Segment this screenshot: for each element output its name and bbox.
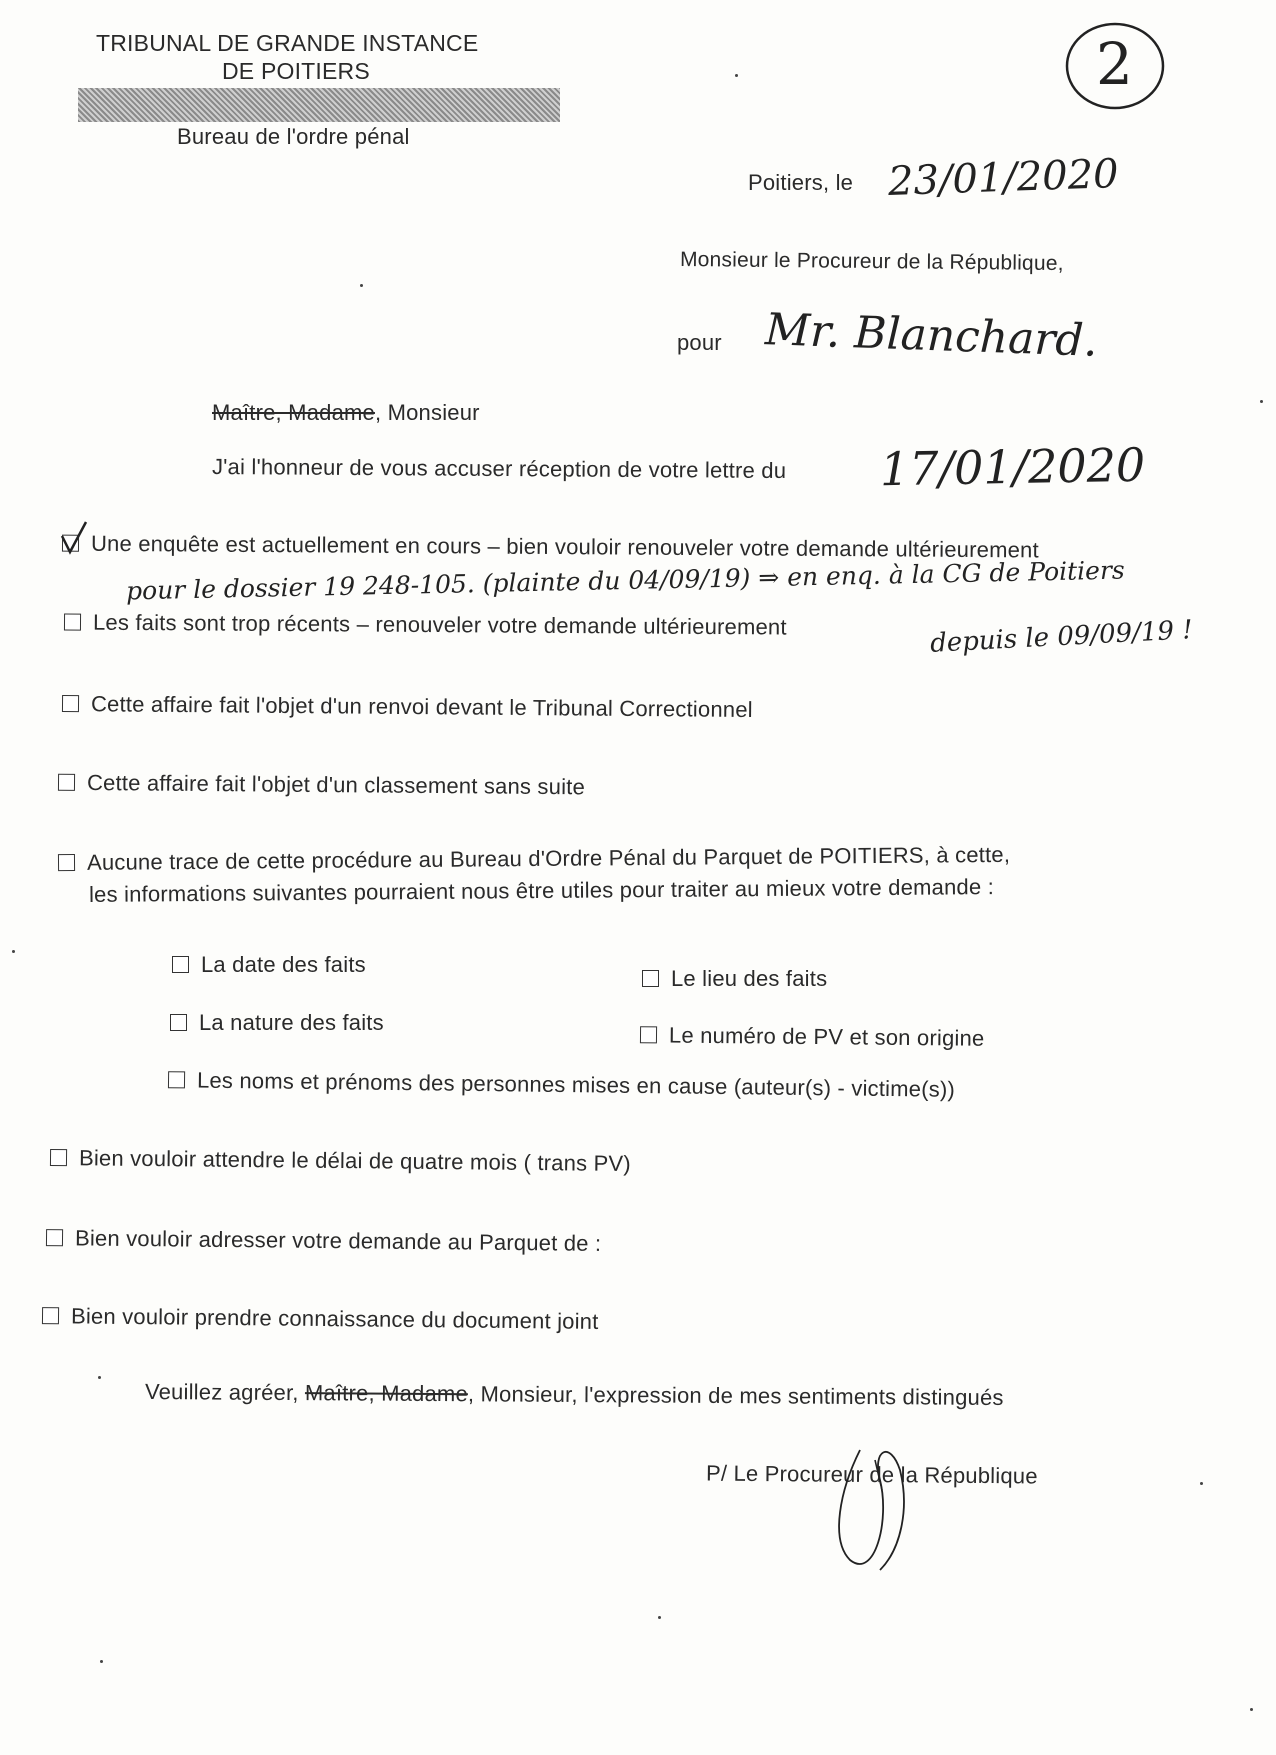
option-wait-four-months[interactable] <box>50 1145 631 1177</box>
option-attached-document[interactable] <box>42 1303 599 1335</box>
check-mark-icon <box>58 518 92 558</box>
option-investigation-ongoing[interactable] <box>62 531 1039 564</box>
handwritten-signature <box>820 1430 930 1580</box>
option-label: Cette affaire fait l'objet d'un classement sans suite <box>86 769 586 800</box>
court-name-line2: DE POITIERS <box>222 58 370 84</box>
checkbox[interactable] <box>58 773 75 790</box>
closing-struck: Maître, Madame <box>304 1380 469 1407</box>
option-label: Une enquête est actuellement en cours – bien vouloir renouveler votre demande ultérieurement <box>90 530 1039 563</box>
sub-option-label: La date des faits <box>201 952 366 977</box>
dateline-date: 23/01/2020 <box>887 150 1120 206</box>
dateline-prefix: Poitiers, le <box>748 170 854 195</box>
scan-speck <box>100 1660 103 1663</box>
option-case-dismissed[interactable] <box>58 770 585 801</box>
sub-option-label: Le lieu des faits <box>671 966 828 991</box>
checkbox[interactable] <box>640 1026 657 1043</box>
scan-speck <box>1200 1482 1203 1485</box>
salutation <box>212 400 480 426</box>
checkbox[interactable] <box>62 695 79 712</box>
checkbox[interactable] <box>170 1014 187 1031</box>
checkbox[interactable] <box>58 854 75 871</box>
sub-option-nature[interactable] <box>170 1010 384 1036</box>
recipient-name: Mr. Blanchard. <box>764 304 1099 367</box>
header-hatch-bar <box>78 88 560 122</box>
closing-line <box>145 1379 1004 1411</box>
sub-option-date[interactable] <box>172 952 366 978</box>
option-address-parquet[interactable] <box>46 1225 602 1257</box>
option-label: Bien vouloir attendre le délai de quatre mois ( trans PV) <box>78 1145 632 1177</box>
scan-speck <box>658 1616 661 1619</box>
sub-option-label: Le numéro de PV et son origine <box>668 1022 985 1051</box>
scan-speck <box>12 950 15 953</box>
checkbox[interactable] <box>642 970 659 987</box>
option-label: Les faits sont trop récents – renouveler votre demande ultérieurement <box>92 609 787 640</box>
scan-speck <box>360 284 363 287</box>
option-label: Bien vouloir prendre connaissance du document joint <box>70 1303 599 1334</box>
salutation-struck: Maître, Madame <box>212 400 375 425</box>
checkbox[interactable] <box>172 956 189 973</box>
scan-speck <box>735 74 738 77</box>
handwritten-note-line1: pour le dossier 19 248-105. (plainte du 04/09/19) ⇒ en enq. à la CG de Poitiers <box>125 555 1125 606</box>
court-name-line1: TRIBUNAL DE GRANDE INSTANCE <box>96 30 479 56</box>
scan-speck <box>1250 1708 1253 1711</box>
option-no-trace-line2: les informations suivantes pourraient nous être utiles pour traiter au mieux votre demande : <box>88 874 995 907</box>
closing-start: Veuillez agréer, <box>144 1379 306 1406</box>
option-referral-tribunal[interactable] <box>62 691 753 723</box>
option-label: Cette affaire fait l'objet d'un renvoi devant le Tribunal Correctionnel <box>90 691 753 723</box>
checkbox[interactable] <box>46 1229 63 1246</box>
office-name: Bureau de l'ordre pénal <box>177 124 410 149</box>
sub-option-place[interactable] <box>642 966 827 992</box>
option-label: Aucune trace de cette procédure au Bureau d'Ordre Pénal du Parquet de POITIERS, à cette, <box>86 841 1011 875</box>
sub-option-names[interactable] <box>168 1067 955 1103</box>
sub-option-pv-number[interactable] <box>640 1022 985 1052</box>
sub-option-label: Les noms et prénoms des personnes mises en cause (auteur(s) - victime(s)) <box>196 1067 956 1102</box>
scan-speck <box>98 1376 101 1379</box>
salutation-rest: , Monsieur <box>374 400 480 425</box>
acknowledgement-date: 17/01/2020 <box>879 437 1146 497</box>
option-facts-too-recent[interactable] <box>64 609 787 640</box>
checkbox[interactable] <box>50 1149 67 1166</box>
sender-line: Monsieur le Procureur de la République, <box>679 247 1064 276</box>
option-label: Bien vouloir adresser votre demande au Parquet de : <box>74 1225 602 1256</box>
checkbox[interactable] <box>64 613 81 630</box>
checkbox[interactable] <box>42 1307 59 1324</box>
page-number-mark: 2 <box>1096 30 1133 98</box>
scan-speck <box>1260 400 1263 403</box>
sub-option-label: La nature des faits <box>199 1010 384 1035</box>
recipient-prefix: pour <box>677 330 722 355</box>
acknowledgement-text: J'ai l'honneur de vous accuser réception de votre lettre du <box>211 453 787 484</box>
handwritten-note-line2: depuis le 09/09/19 ! <box>929 615 1194 659</box>
option-no-trace[interactable] <box>58 842 1010 876</box>
checkbox[interactable] <box>168 1071 185 1088</box>
closing-rest: , Monsieur, l'expression de mes sentiments distingués <box>467 1381 1004 1410</box>
signature-block: P/ Le Procureur de la République <box>705 1460 1038 1489</box>
